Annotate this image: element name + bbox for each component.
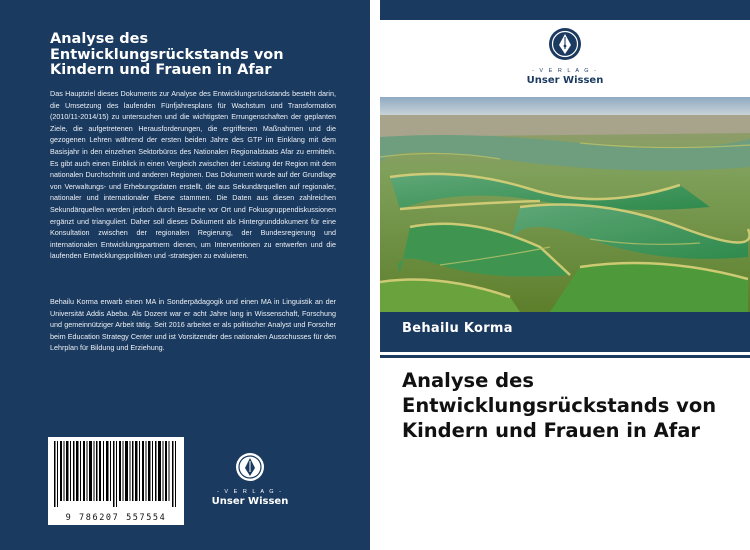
isbn-barcode [48,437,184,525]
author-name: Behailu Korma [402,321,513,336]
publisher-logo-back [210,452,290,507]
author-band [380,312,750,352]
publisher-logo-icon [548,27,582,61]
publisher-name: Unser Wissen [211,496,289,507]
back-cover-title: Analyse des Entwicklungsrückstands von Kindern und Frauen in Afar [50,31,284,78]
publisher-verlag-label: - V E R L A G - [532,68,598,74]
publisher-logo-icon [235,452,265,482]
publisher-verlag-label: - V E R L A G - [217,489,283,495]
back-cover [0,0,370,550]
barcode-icon [52,441,180,507]
publisher-logo-front [510,27,620,86]
book-title: Analyse des Entwicklungsrückstands von Kindern und Frauen in Afar [402,369,717,442]
front-cover [380,0,750,550]
landscape-photo [380,97,750,312]
author-bio: Behailu Korma erwarb einen MA in Sonderpädagogik und einen MA in Linguistik an der Universität Addis Abeba. Als Dozent war er acht Jahre lang in Wissenschaft, Forschung und gemeinnütziger Arbeit tätig. Seit 2016 arbeitet er als politischer Analyst und Forscher beim Education Strategy Center und ist Vorsitzender des nationalen Ausschusses für den Lehrplan für Bildung und Erziehung. [50,297,336,353]
top-band [380,0,750,20]
divider-stripe [380,355,750,358]
isbn-digits: 9 786207 557554 [65,513,167,523]
publisher-name: Unser Wissen [526,75,604,86]
back-cover-description: Das Hauptziel dieses Dokuments zur Analyse des Entwicklungsrückstands besteht darin, die Umsetzung des laufenden Fünfjahresplans für Wachstum und Transformation (2010/11-2014/15) zu untersuchen und die wichtigsten Errungenschaften der geplanten Ziele, die aufgetretenen Herausforderungen, die ergriffenen Maßnahmen und die gezogenen Lehren während der ersten beiden Jahre des GTP im Einklang mit dem Basisjahr in den einzelnen Sektorbüros des Nationalen Regionalstaats Afar zu ermitteln. Es gibt auch einen Einblick in einen Vergleich zwischen der Leistung der Region mit dem nationalen Durchschnitt und anderen Regionen. Das Dokument wurde auf der Grundlage von Verwaltungs- und Erhebungsdaten erstellt, die aus Sekundärquellen auf regionaler, nationaler und internationaler Ebene stammen. Die Daten aus diesen zahlreichen Sekundärquellen werden jedoch durch Besuche vor Ort und Fokusgruppendiskussionen ergänzt und trianguliert. Daher soll dieses Dokument als Hintergrunddokument für eine Konsultation zwischen der regionalen Regierung, der Bundesregierung und internationalen Entwicklungspartnern dienen, um Interventionen zu entwerfen und die laufenden Entwicklungspolitiken und -strategien zu evaluieren. [50,89,336,261]
